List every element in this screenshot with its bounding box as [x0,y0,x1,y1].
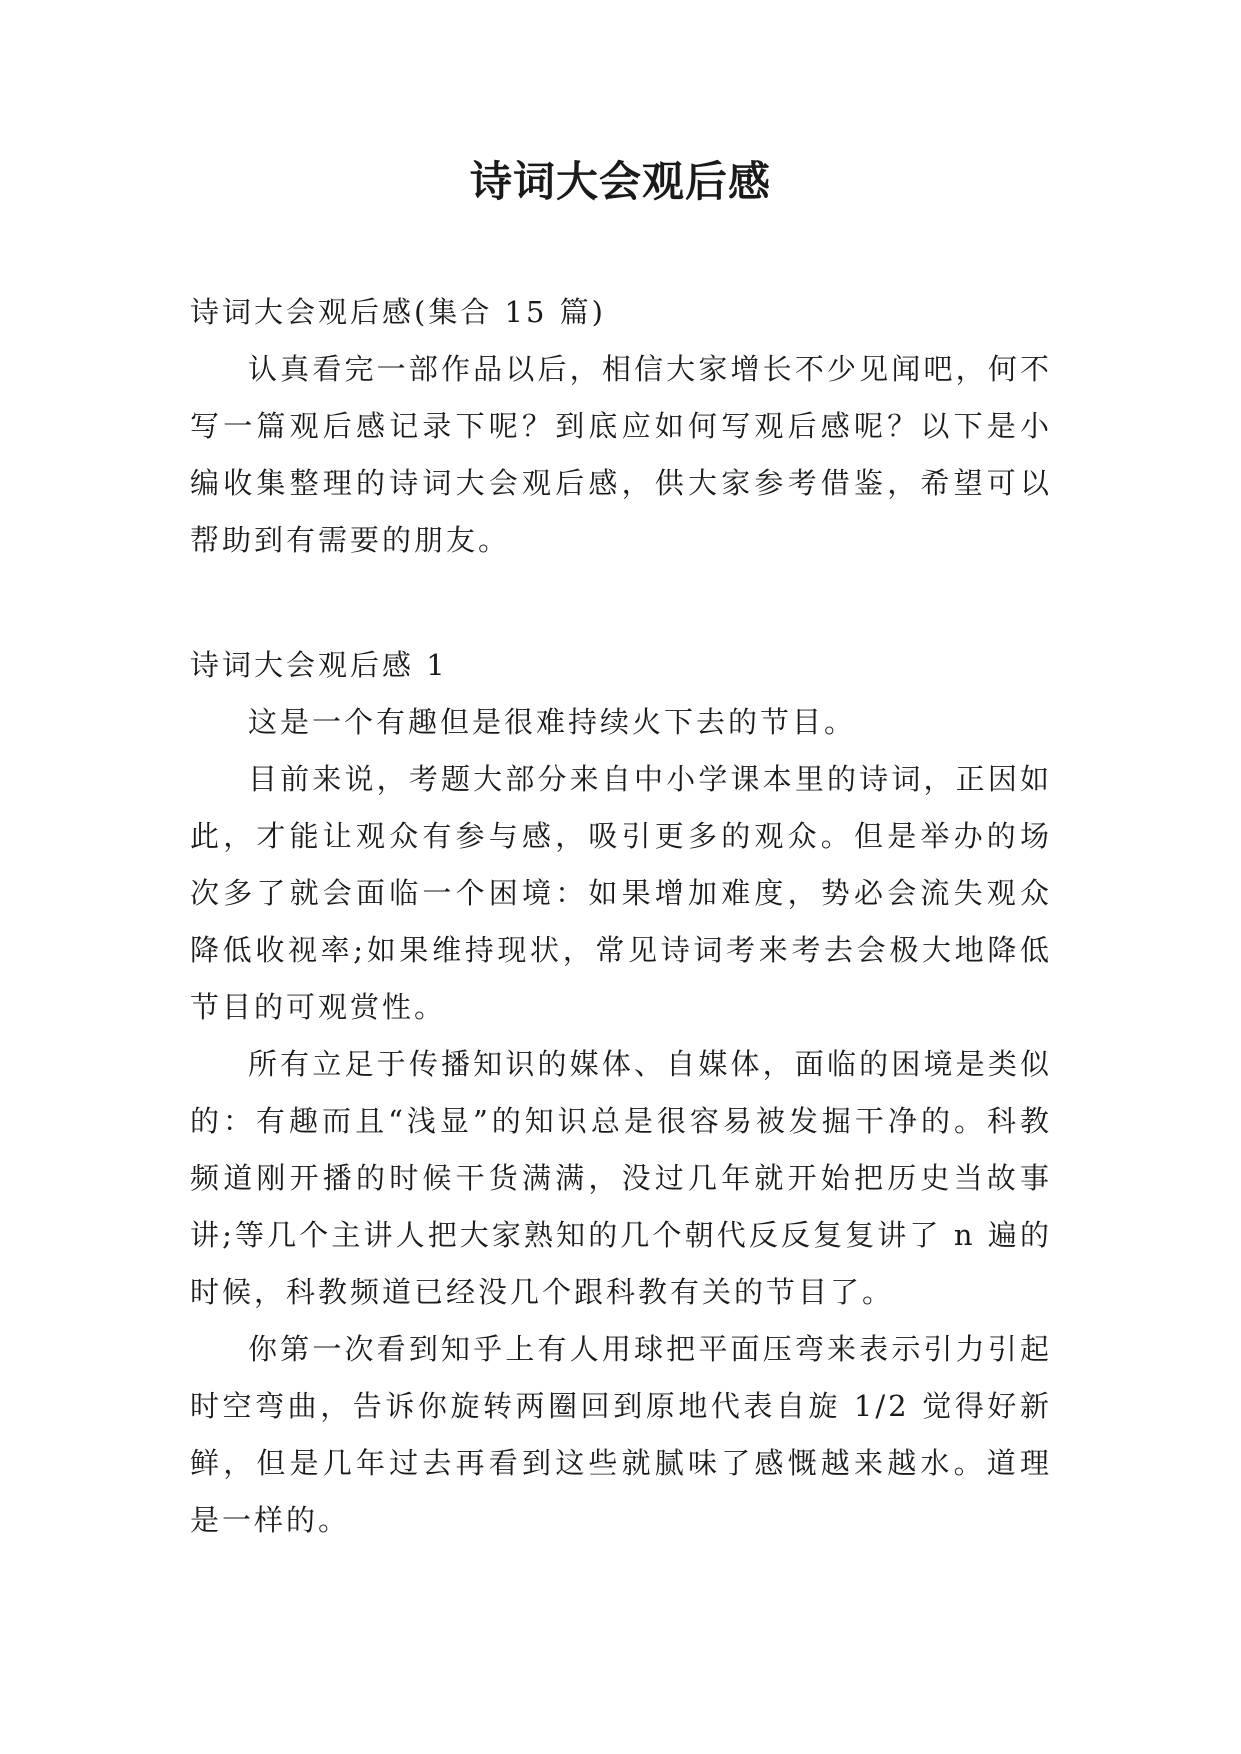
page-title: 诗词大会观后感 [469,157,771,206]
intro-paragraph: 认真看完一部作品以后，相信大家增长不少见闻吧，何不写一篇观后感记录下呢？到底应如何写观后感呢？以下是小编收集整理的诗词大会观后感，供大家参考借鉴，希望可以帮助到有需要的朋友。 [190,352,1052,557]
section-spacer [190,569,1052,637]
body-paragraph: 这是一个有趣但是很难持续火下去的节目。 [248,705,857,739]
collection-subtitle: 诗词大会观后感(集合 15 篇) [190,295,606,329]
body-paragraph: 你第一次看到知乎上有人用球把平面压弯来表示引力引起时空弯曲，告诉你旋转两圈回到原地代表自旋 1/2 觉得好新鲜，但是几年过去再看到这些就腻味了感慨越来越水。道理是一样的。 [190,1332,1052,1537]
body-paragraph: 目前来说，考题大部分来自中小学课本里的诗词，正因如此，才能让观众有参与感，吸引更多的观众。但是举办的场次多了就会面临一个困境：如果增加难度，势必会流失观众降低收视率;如果维持现状，常见诗词考来考去会极大地降低节目的可观赏性。 [190,762,1052,1024]
section-heading: 诗词大会观后感 1 [190,648,448,682]
document-body [190,284,1052,1549]
body-paragraph: 所有立足于传播知识的媒体、自媒体，面临的困境是类似的：有趣而且“浅显”的知识总是很容易被发掘干净的。科教频道刚开播的时候干货满满，没过几年就开始把历史当故事讲;等几个主讲人把大家熟知的几个朝代反反复复讲了 n 遍的时候，科教频道已经没几个跟科教有关的节目了。 [190,1047,1052,1309]
